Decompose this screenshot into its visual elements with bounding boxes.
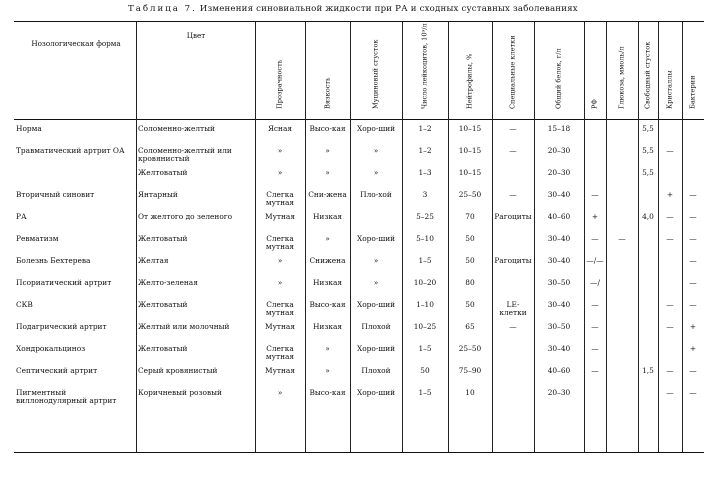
cell-viscosity: Высо-кая: [309, 124, 346, 133]
header-crystals: Кристаллы: [665, 70, 674, 109]
cell-leukocytes: 5–25: [416, 212, 434, 221]
cell-disease: СКВ: [16, 300, 33, 309]
cell-leukocytes: 1–5: [418, 256, 432, 265]
cell-protein: 20–30: [547, 388, 571, 397]
synovial-fluid-table: [14, 124, 704, 410]
cell-glucose: [606, 366, 638, 388]
cell-rf: [584, 124, 606, 146]
cell-rf: —: [591, 234, 599, 243]
cell-neutrophils: 10: [465, 388, 475, 397]
cell-free-clot: 5,5: [642, 168, 654, 177]
cell-mucin: »: [373, 278, 379, 287]
cell-protein: 20–30: [547, 168, 571, 177]
cell-glucose: [606, 168, 638, 190]
cell-crystals: —: [666, 388, 674, 397]
cell-protein: 40–60: [547, 212, 571, 221]
cell-neutrophils: 10–15: [458, 146, 482, 155]
cell-color: Янтарный: [138, 190, 178, 199]
cell-clarity: »: [277, 256, 283, 265]
cell-glucose: [606, 300, 638, 322]
cell-crystals: —: [666, 234, 674, 243]
cell-special-cells: [492, 388, 534, 410]
cell-color: Серый кровянистый: [138, 366, 218, 375]
cell-color: Желтый или молочный: [138, 322, 230, 331]
cell-viscosity: Высо-кая: [309, 388, 346, 397]
cell-disease: РА: [16, 212, 27, 221]
cell-clarity: Мутная: [265, 322, 295, 331]
cell-viscosity: Снижена: [309, 256, 346, 265]
table-row: [14, 124, 704, 146]
cell-protein: 30–40: [547, 256, 571, 265]
cell-disease: Болезнь Бехтерева: [16, 256, 91, 265]
cell-bacteria: —: [689, 366, 697, 375]
cell-viscosity: Низкая: [312, 322, 343, 331]
table-row: [14, 366, 704, 388]
cell-glucose: [606, 278, 638, 300]
cell-bacteria: —: [689, 278, 697, 287]
cell-leukocytes: 1–5: [418, 388, 432, 397]
cell-protein: 30–50: [547, 278, 571, 287]
header-color: Цвет: [186, 32, 206, 40]
cell-protein: 20–30: [547, 146, 571, 155]
cell-disease: Псориатический артрит: [16, 278, 112, 287]
header-leukocytes: Число лейкоцитов, 10⁹/л: [420, 23, 429, 109]
cell-free-clot: 5,5: [642, 146, 654, 155]
cell-neutrophils: 80: [465, 278, 475, 287]
cell-leukocytes: 10–20: [413, 278, 437, 287]
table-row: [14, 300, 704, 322]
cell-protein: 15–18: [547, 124, 571, 133]
cell-viscosity: »: [325, 146, 330, 155]
table-row: [14, 322, 704, 344]
cell-rf: —: [591, 300, 599, 309]
cell-protein: 30–40: [547, 300, 571, 309]
header-bottom-rule: [14, 119, 704, 120]
cell-special-cells: —: [509, 124, 517, 133]
cell-mucin: Хоро-ший: [356, 234, 396, 243]
cell-mucin: Плохой: [361, 322, 391, 331]
cell-disease: Вторичный синовит: [16, 190, 95, 199]
cell-crystals: [658, 168, 682, 190]
cell-color: Соломенно-желтый: [138, 124, 215, 133]
cell-mucin: Пло-хой: [360, 190, 392, 199]
cell-crystals: [658, 344, 682, 366]
cell-clarity: Слегка мутная: [265, 190, 295, 207]
cell-leukocytes: 1–2: [418, 124, 432, 133]
cell-color: Желтоватый: [138, 300, 188, 309]
table-row: [14, 388, 704, 410]
cell-rf: —/: [590, 278, 600, 287]
cell-rf: [584, 388, 606, 410]
cell-glucose: [606, 388, 638, 410]
cell-glucose: [606, 124, 638, 146]
cell-clarity: Мутная: [265, 366, 295, 375]
cell-free-clot: 4,0: [642, 212, 654, 221]
cell-clarity: Ясная: [267, 124, 293, 133]
cell-rf: —: [591, 322, 599, 331]
cell-bacteria: —: [689, 388, 697, 397]
header-special-cells: Специальные клетки: [508, 35, 517, 109]
cell-rf: [584, 168, 606, 190]
cell-glucose: [606, 256, 638, 278]
cell-glucose: [606, 190, 638, 212]
cell-viscosity: Низкая: [312, 278, 343, 287]
cell-glucose: [606, 146, 638, 168]
cell-color: Желтоватый: [138, 168, 188, 177]
cell-free-clot: [638, 322, 658, 344]
cell-disease: Травматический артрит ОА: [16, 146, 125, 155]
cell-leukocytes: 1–2: [418, 146, 432, 155]
cell-special-cells: —: [509, 322, 517, 331]
cell-viscosity: Сни-жена: [308, 190, 347, 199]
cell-bacteria: —: [689, 190, 697, 199]
table-row: [14, 190, 704, 212]
cell-color: Коричневый розовый: [138, 388, 222, 397]
cell-mucin: Хоро-ший: [356, 388, 396, 397]
cell-mucin: Плохой: [361, 366, 391, 375]
cell-free-clot: [638, 300, 658, 322]
cell-color: Желто-зеленая: [138, 278, 198, 287]
cell-clarity: Мутная: [265, 212, 295, 221]
table-caption: [128, 4, 718, 18]
cell-clarity: »: [277, 388, 283, 397]
cell-color: Желтая: [138, 256, 169, 265]
cell-leukocytes: 50: [420, 366, 430, 375]
cell-viscosity: Низкая: [312, 212, 343, 221]
cell-rf: —: [591, 366, 599, 375]
cell-neutrophils: 75–90: [458, 366, 482, 375]
cell-color: От желтого до зеленого: [138, 212, 233, 221]
cell-mucin: »: [373, 146, 379, 155]
cell-glucose: [606, 344, 638, 366]
cell-bacteria: —: [689, 234, 697, 243]
cell-special-cells: Рагоциты: [494, 212, 532, 221]
cell-free-clot: 5,5: [642, 124, 654, 133]
cell-crystals: —: [666, 300, 674, 309]
cell-crystals: —: [666, 322, 674, 331]
table-body: [14, 124, 704, 410]
cell-mucin: [350, 212, 402, 234]
cell-disease: [14, 168, 136, 190]
cell-leukocytes: 10–25: [413, 322, 437, 331]
cell-viscosity: »: [325, 234, 330, 243]
cell-rf: [584, 146, 606, 168]
cell-special-cells: [492, 278, 534, 300]
header-rf: РФ: [590, 99, 599, 109]
table-bottom-rule: [14, 452, 704, 453]
caption-text: Изменения синовиальной жидкости при РА и сходных суставных заболеваниях: [199, 4, 578, 14]
cell-crystals: [658, 256, 682, 278]
cell-protein: 30–50: [547, 322, 571, 331]
header-neutrophils: Нейтрофилы, %: [465, 53, 474, 109]
cell-mucin: Хоро-ший: [356, 344, 396, 353]
caption-lead: Таблица 7.: [128, 4, 197, 14]
cell-crystals: —: [666, 212, 674, 221]
cell-neutrophils: 25–50: [458, 190, 482, 199]
cell-free-clot: [638, 256, 658, 278]
cell-protein: 40–60: [547, 366, 571, 375]
cell-special-cells: [492, 168, 534, 190]
cell-disease: Пигментный виллонодулярный артрит: [16, 388, 117, 405]
cell-free-clot: 1,5: [642, 366, 654, 375]
cell-leukocytes: 5–10: [416, 234, 434, 243]
cell-bacteria: [682, 146, 704, 168]
table-row: [14, 168, 704, 190]
cell-leukocytes: 3: [422, 190, 428, 199]
cell-free-clot: [638, 234, 658, 256]
cell-neutrophils: 50: [465, 234, 475, 243]
cell-disease: Норма: [16, 124, 42, 133]
cell-neutrophils: 50: [465, 300, 475, 309]
cell-disease: Ревматизм: [16, 234, 59, 243]
table-row: [14, 146, 704, 168]
cell-clarity: »: [277, 278, 283, 287]
cell-special-cells: —: [509, 190, 517, 199]
cell-protein: 30–40: [547, 234, 571, 243]
cell-bacteria: —: [689, 300, 697, 309]
cell-clarity: Слегка мутная: [265, 344, 295, 361]
cell-bacteria: [682, 168, 704, 190]
cell-color: Желтоватый: [138, 344, 188, 353]
cell-rf: —: [591, 190, 599, 199]
cell-disease: Подагрический артрит: [16, 322, 107, 331]
cell-mucin: Хоро-ший: [356, 124, 396, 133]
cell-special-cells: Рагоциты: [494, 256, 532, 265]
header-viscosity: Вязкость: [323, 77, 331, 109]
cell-leukocytes: 1–10: [416, 300, 434, 309]
cell-neutrophils: 10–15: [458, 124, 482, 133]
cell-bacteria: +: [689, 322, 697, 331]
cell-rf: —/—: [586, 256, 604, 265]
table-row: [14, 344, 704, 366]
cell-mucin: Хоро-ший: [356, 300, 396, 309]
table-row: [14, 278, 704, 300]
table-row: [14, 212, 704, 234]
cell-disease: Хондрокальциноз: [16, 344, 86, 353]
cell-neutrophils: 50: [465, 256, 475, 265]
cell-crystals: +: [666, 190, 674, 199]
cell-bacteria: —: [689, 212, 697, 221]
cell-viscosity: Высо-кая: [309, 300, 346, 309]
cell-clarity: Слегка мутная: [265, 234, 295, 251]
cell-bacteria: —: [689, 256, 697, 265]
cell-crystals: —: [666, 146, 674, 155]
cell-special-cells: [492, 366, 534, 388]
cell-glucose: [606, 322, 638, 344]
header-clarity: Прозрачность: [275, 59, 284, 109]
cell-neutrophils: 70: [465, 212, 475, 221]
cell-special-cells: LE-клетки: [499, 300, 527, 317]
cell-color: Соломенно-желтый или кровянистый: [138, 146, 232, 163]
cell-rf: —: [591, 344, 599, 353]
cell-free-clot: [638, 278, 658, 300]
header-bacteria: Бактерии: [688, 75, 697, 109]
cell-protein: 30–40: [547, 344, 571, 353]
table-row: [14, 256, 704, 278]
cell-clarity: Слегка мутная: [265, 300, 295, 317]
cell-special-cells: —: [509, 146, 517, 155]
header-glucose: Глюкоза, ммоль/л: [617, 46, 626, 109]
header-free-clot: Свободный сгусток: [643, 41, 652, 109]
cell-bacteria: [682, 124, 704, 146]
cell-free-clot: [638, 190, 658, 212]
cell-neutrophils: 25–50: [458, 344, 482, 353]
cell-glucose: —: [618, 234, 626, 243]
cell-crystals: [658, 124, 682, 146]
cell-leukocytes: 1–5: [418, 344, 432, 353]
header-protein: Общий белок, г/л: [554, 48, 563, 109]
cell-viscosity: »: [325, 366, 330, 375]
cell-free-clot: [638, 344, 658, 366]
cell-free-clot: [638, 388, 658, 410]
cell-glucose: [606, 212, 638, 234]
cell-bacteria: +: [689, 344, 697, 353]
cell-viscosity: »: [325, 344, 330, 353]
cell-neutrophils: 10–15: [458, 168, 482, 177]
cell-neutrophils: 65: [465, 322, 475, 331]
cell-disease: Септический артрит: [16, 366, 98, 375]
table-row: [14, 234, 704, 256]
cell-color: Желтоватый: [138, 234, 188, 243]
cell-protein: 30–40: [547, 190, 571, 199]
header-disease: Нозологическая форма: [31, 40, 121, 48]
cell-rf: +: [591, 212, 599, 221]
cell-clarity: »: [277, 146, 283, 155]
cell-clarity: »: [277, 168, 283, 177]
cell-crystals: [658, 278, 682, 300]
cell-crystals: —: [666, 366, 674, 375]
cell-leukocytes: 1–3: [418, 168, 432, 177]
cell-viscosity: »: [325, 168, 330, 177]
cell-mucin: »: [373, 256, 379, 265]
cell-mucin: »: [373, 168, 379, 177]
cell-special-cells: [492, 344, 534, 366]
cell-special-cells: [492, 234, 534, 256]
header-mucin: Муциновый сгусток: [371, 39, 380, 109]
